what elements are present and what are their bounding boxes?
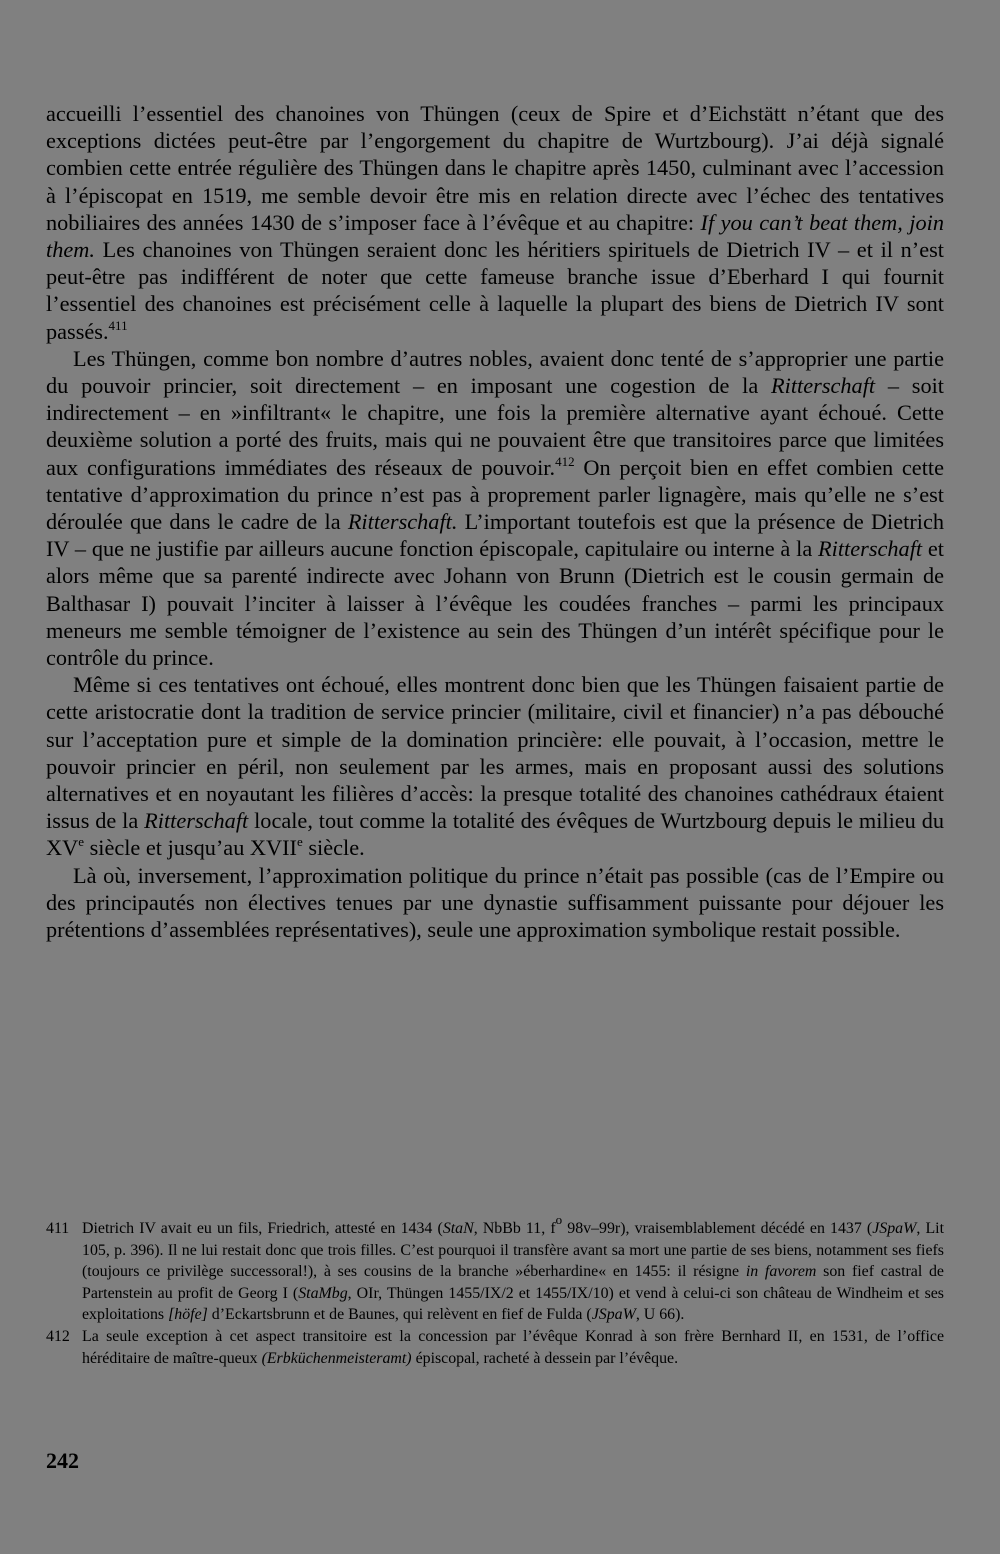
footnote-number: 412	[46, 1327, 70, 1345]
paragraph-4: Là où, inversement, l’approximation politique du prince n’était pas possible (cas de l’Empire ou des principautés non électives tenues par une dynastie suffisamment puissante pour déjouer les prétentions d’assemblées représentatives), seule une approximation symbolique restait possible.	[46, 862, 944, 943]
footnote-text: Dietrich IV avait eu un fils, Friedrich, attesté en 1434 (StaN, NbBb 11, $f^o$ 98v–99r), vraisemblablement décédé en 1437 (JSpaW, Lit 105, p. 396). Il ne lui restait donc que trois filles. C’est pourquoi il transfère avant sa mort une partie de ses biens, notamment ses fiefs (toujours ce privilège successoral!), à ses cousins de la branche »éberhardine« en 1455: il résigne in favorem son fief castral de Partenstein au profit de Georg I (StaMbg, OIr, Thüngen 1455/IX/2 et 1455/IX/10) et vend à celui-ci son château de Windheim et ses exploitations [höfe] d’Eckartsbrunn et de Baunes, qui relèvent en fief de Fulda (JSpaW, U 66).	[82, 1212, 945, 1324]
footnotes	[46, 1212, 945, 1369]
paragraph-2: Les Thüngen, comme bon nombre d’autres nobles, avaient donc tenté de s’approprier une partie du pouvoir princier, soit directement – en imposant une cogestion de la Ritterschaft – soit indirectement – en »infiltrant« le chapitre, une fois la première alternative ayant échoué. Cette deuxième solution a porté des fruits, mais qui ne pouvaient être que transitoires parce que limitées aux configurations immédiates des réseaux de pouvoir.$^{412}$ On perçoit bien en effet combien cette tentative d’approximation du prince n’est pas à proprement parler lignagère, mais qu’elle ne s’est déroulée que dans le cadre de la Ritterschaft. L’important toutefois est que la présence de Dietrich IV – que ne justifie par ailleurs aucune fonction épiscopale, capitulaire ou interne à la Ritterschaft et alors même que sa parenté indirecte avec Johann von Brunn (Dietrich est le cousin germain de Balthasar I) pouvait l’inciter à laisser à l’évêque les coudées franches – parmi les principaux meneurs me semble témoigner de l’existence au sein des Thüngen d’un intérêt spécifique pour le contrôle du prince.	[46, 345, 945, 671]
footnote-text: La seule exception à cet aspect transitoire est la concession par l’évêque Konrad à son frère Bernhard II, en 1531, de l’office héréditaire de maître-queux (Erbküchenmeisteramt) épiscopal, racheté à dessein par l’évêque.	[82, 1327, 944, 1367]
footnote-number: 411	[46, 1220, 70, 1237]
footnote-ref-411: 411	[108, 317, 128, 333]
footnote-411	[46, 1212, 945, 1326]
paragraph-3: Même si ces tentatives ont échoué, elles montrent donc bien que les Thüngen faisaient partie de cette aristocratie dont la tradition de service princier (militaire, civil et financier) n’a pas débouché sur l’acceptation pure et simple de la domination princière: elle pouvait, à l’occasion, mettre le pouvoir princier en péril, non seulement par les armes, mais en proposant aussi des solutions alternatives et en noyautant les filières d’accès: la presque totalité des chanoines cathédraux étaient issus de la Ritterschaft locale, tout comme la totalité des évêques de Wurtzbourg depuis le milieu du XVe siècle et jusqu’au XVIIe siècle.	[46, 672, 944, 861]
footnote-412	[46, 1326, 944, 1369]
page-number: 242	[46, 1448, 79, 1473]
document-page	[46, 100, 944, 1540]
paragraph-1: accueilli l’essentiel des chanoines von Thüngen (ceux de Spire et d’Eichstätt n’étant que des exceptions dictées peut-être par l’engorgement du chapitre de Wurtzbourg). J’ai déjà signalé combien cette entrée régulière des Thüngen dans le chapitre après 1450, culminant avec l’accession à l’épiscopat en 1519, me semble devoir être mis en relation directe avec l’échec des tentatives nobiliaires des années 1430 de s’imposer face à l’évêque et au chapitre: If you can’t beat them, join them. Les chanoines von Thüngen seraient donc les héritiers spirituels de Dietrich IV – et il n’est peut-être pas indifférent de noter que cette fameuse branche issue d’Eberhard I qui fournit l’essentiel des chanoines est précisément celle à laquelle la plupart des biens de Dietrich IV sont passés.$^{411}$	[46, 101, 944, 344]
footnote-ref-412: 412	[555, 453, 575, 469]
body-text	[46, 100, 944, 943]
